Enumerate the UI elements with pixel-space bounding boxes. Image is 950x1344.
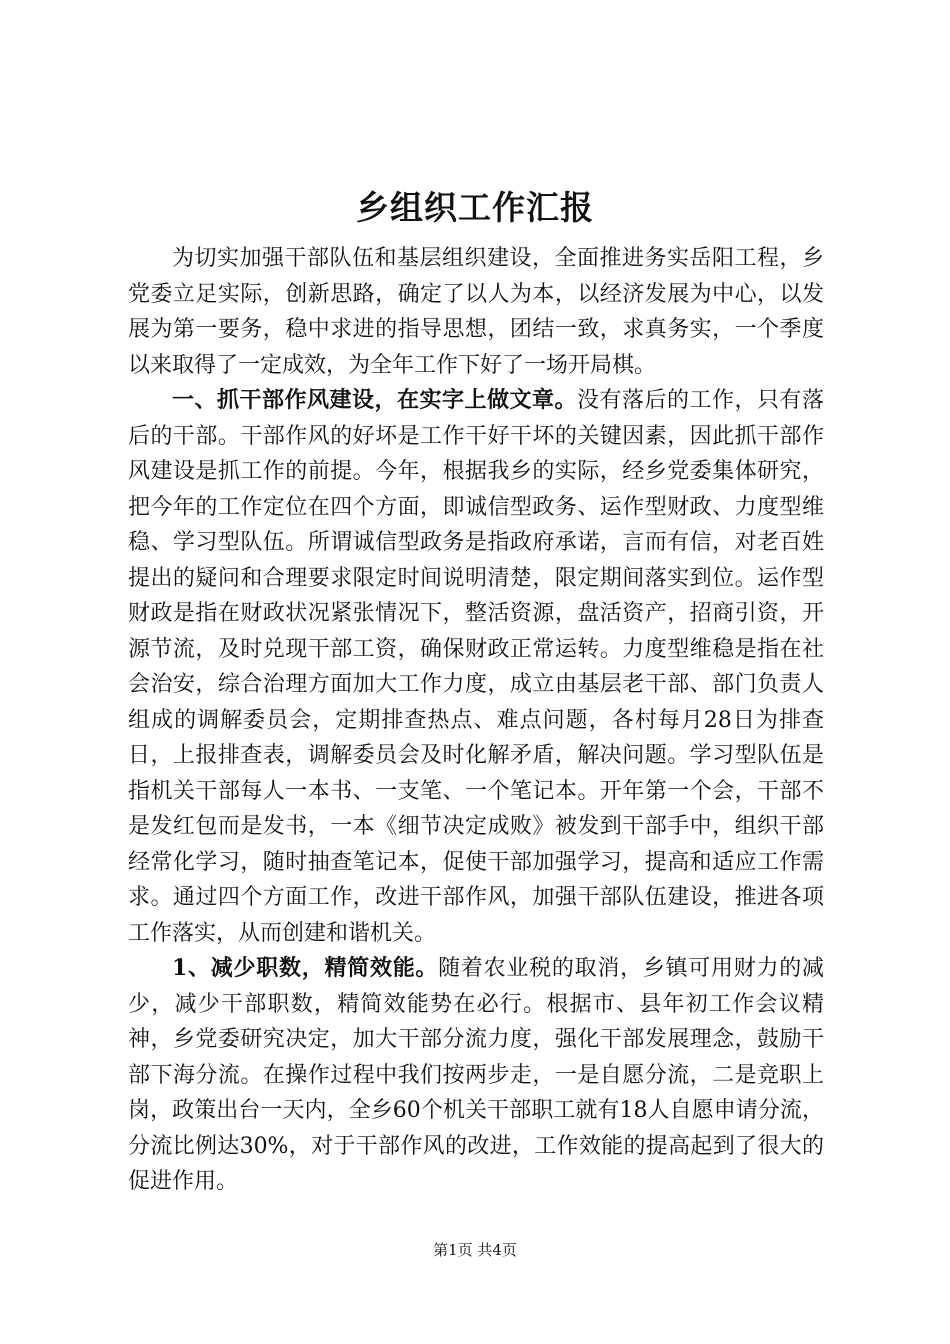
paragraph-text: 随着农业税的取消，乡镇可用财力的减少，减少干部职数，精简效能势在必行。根据市、县年初工作会议精神，乡党委研究决定，加大干部分流力度，强化干部发展理念，鼓励干部下海分流。在操作过程中我们按两步走，一是自愿分流，二是竞职上岗，政策出台一天内，全乡60个机关干部职工就有18人自愿申请分流，分流比例达30%，对于干部作风的改进，工作效能的提高起到了很大的促进作用。 (128, 956, 824, 1194)
page-footer: 第1页 共4页 (433, 1241, 517, 1259)
section-heading: 一、抓干部作风建设，在实字上做文章。 (172, 387, 577, 413)
document-body (128, 241, 824, 1200)
paragraph-intro (128, 241, 824, 383)
paragraph-text: 没有落后的工作，只有落后的干部。干部作风的好坏是工作干好干坏的关键因素，因此抓干部作风建设是抓工作的前提。今年，根据我乡的实际，经乡党委集体研究，把今年的工作定位在四个方面，即诚信型政务、运作型财政、力度型维稳、学习型队伍。所谓诚信型政务是指政府承诺，言而有信，对老百姓提出的疑问和合理要求限定时间说明清楚，限定期间落实到位。运作型财政是指在财政状况紧张情况下，整活资源，盘活资产，招商引资，开源节流，及时兑现干部工资，确保财政正常运转。力度型维稳是指在社会治安，综合治理方面加大工作力度，成立由基层老干部、部门负责人组成的调解委员会，定期排查热点、难点问题，各村每月28日为排查日，上报排查表，调解委员会及时化解矛盾，解决问题。学习型队伍是指机关干部每人一本书、一支笔、一个笔记本。开年第一个会，干部不是发红包而是发书，一本《细节决定成败》被发到干部手中，组织干部经常化学习，随时抽查笔记本，促使干部加强学习，提高和适应工作需求。通过四个方面工作，改进干部作风，加强干部队伍建设，推进各项工作落实，从而创建和谐机关。 (128, 388, 824, 946)
paragraph-section-one (128, 383, 824, 951)
paragraph-subsection-one (128, 951, 824, 1200)
subsection-heading: 1、减少职数，精简效能。 (172, 955, 439, 981)
document-title: 乡组织工作汇报 (356, 188, 594, 227)
paragraph-text: 为切实加强干部队伍和基层组织建设，全面推进务实岳阳工程，乡党委立足实际，创新思路，确定了以人为本，以经济发展为中心，以发展为第一要务，稳中求进的指导思想，团结一致，求真务实，一个季度以来取得了一定成效，为全年工作下好了一场开局棋。 (128, 246, 824, 378)
